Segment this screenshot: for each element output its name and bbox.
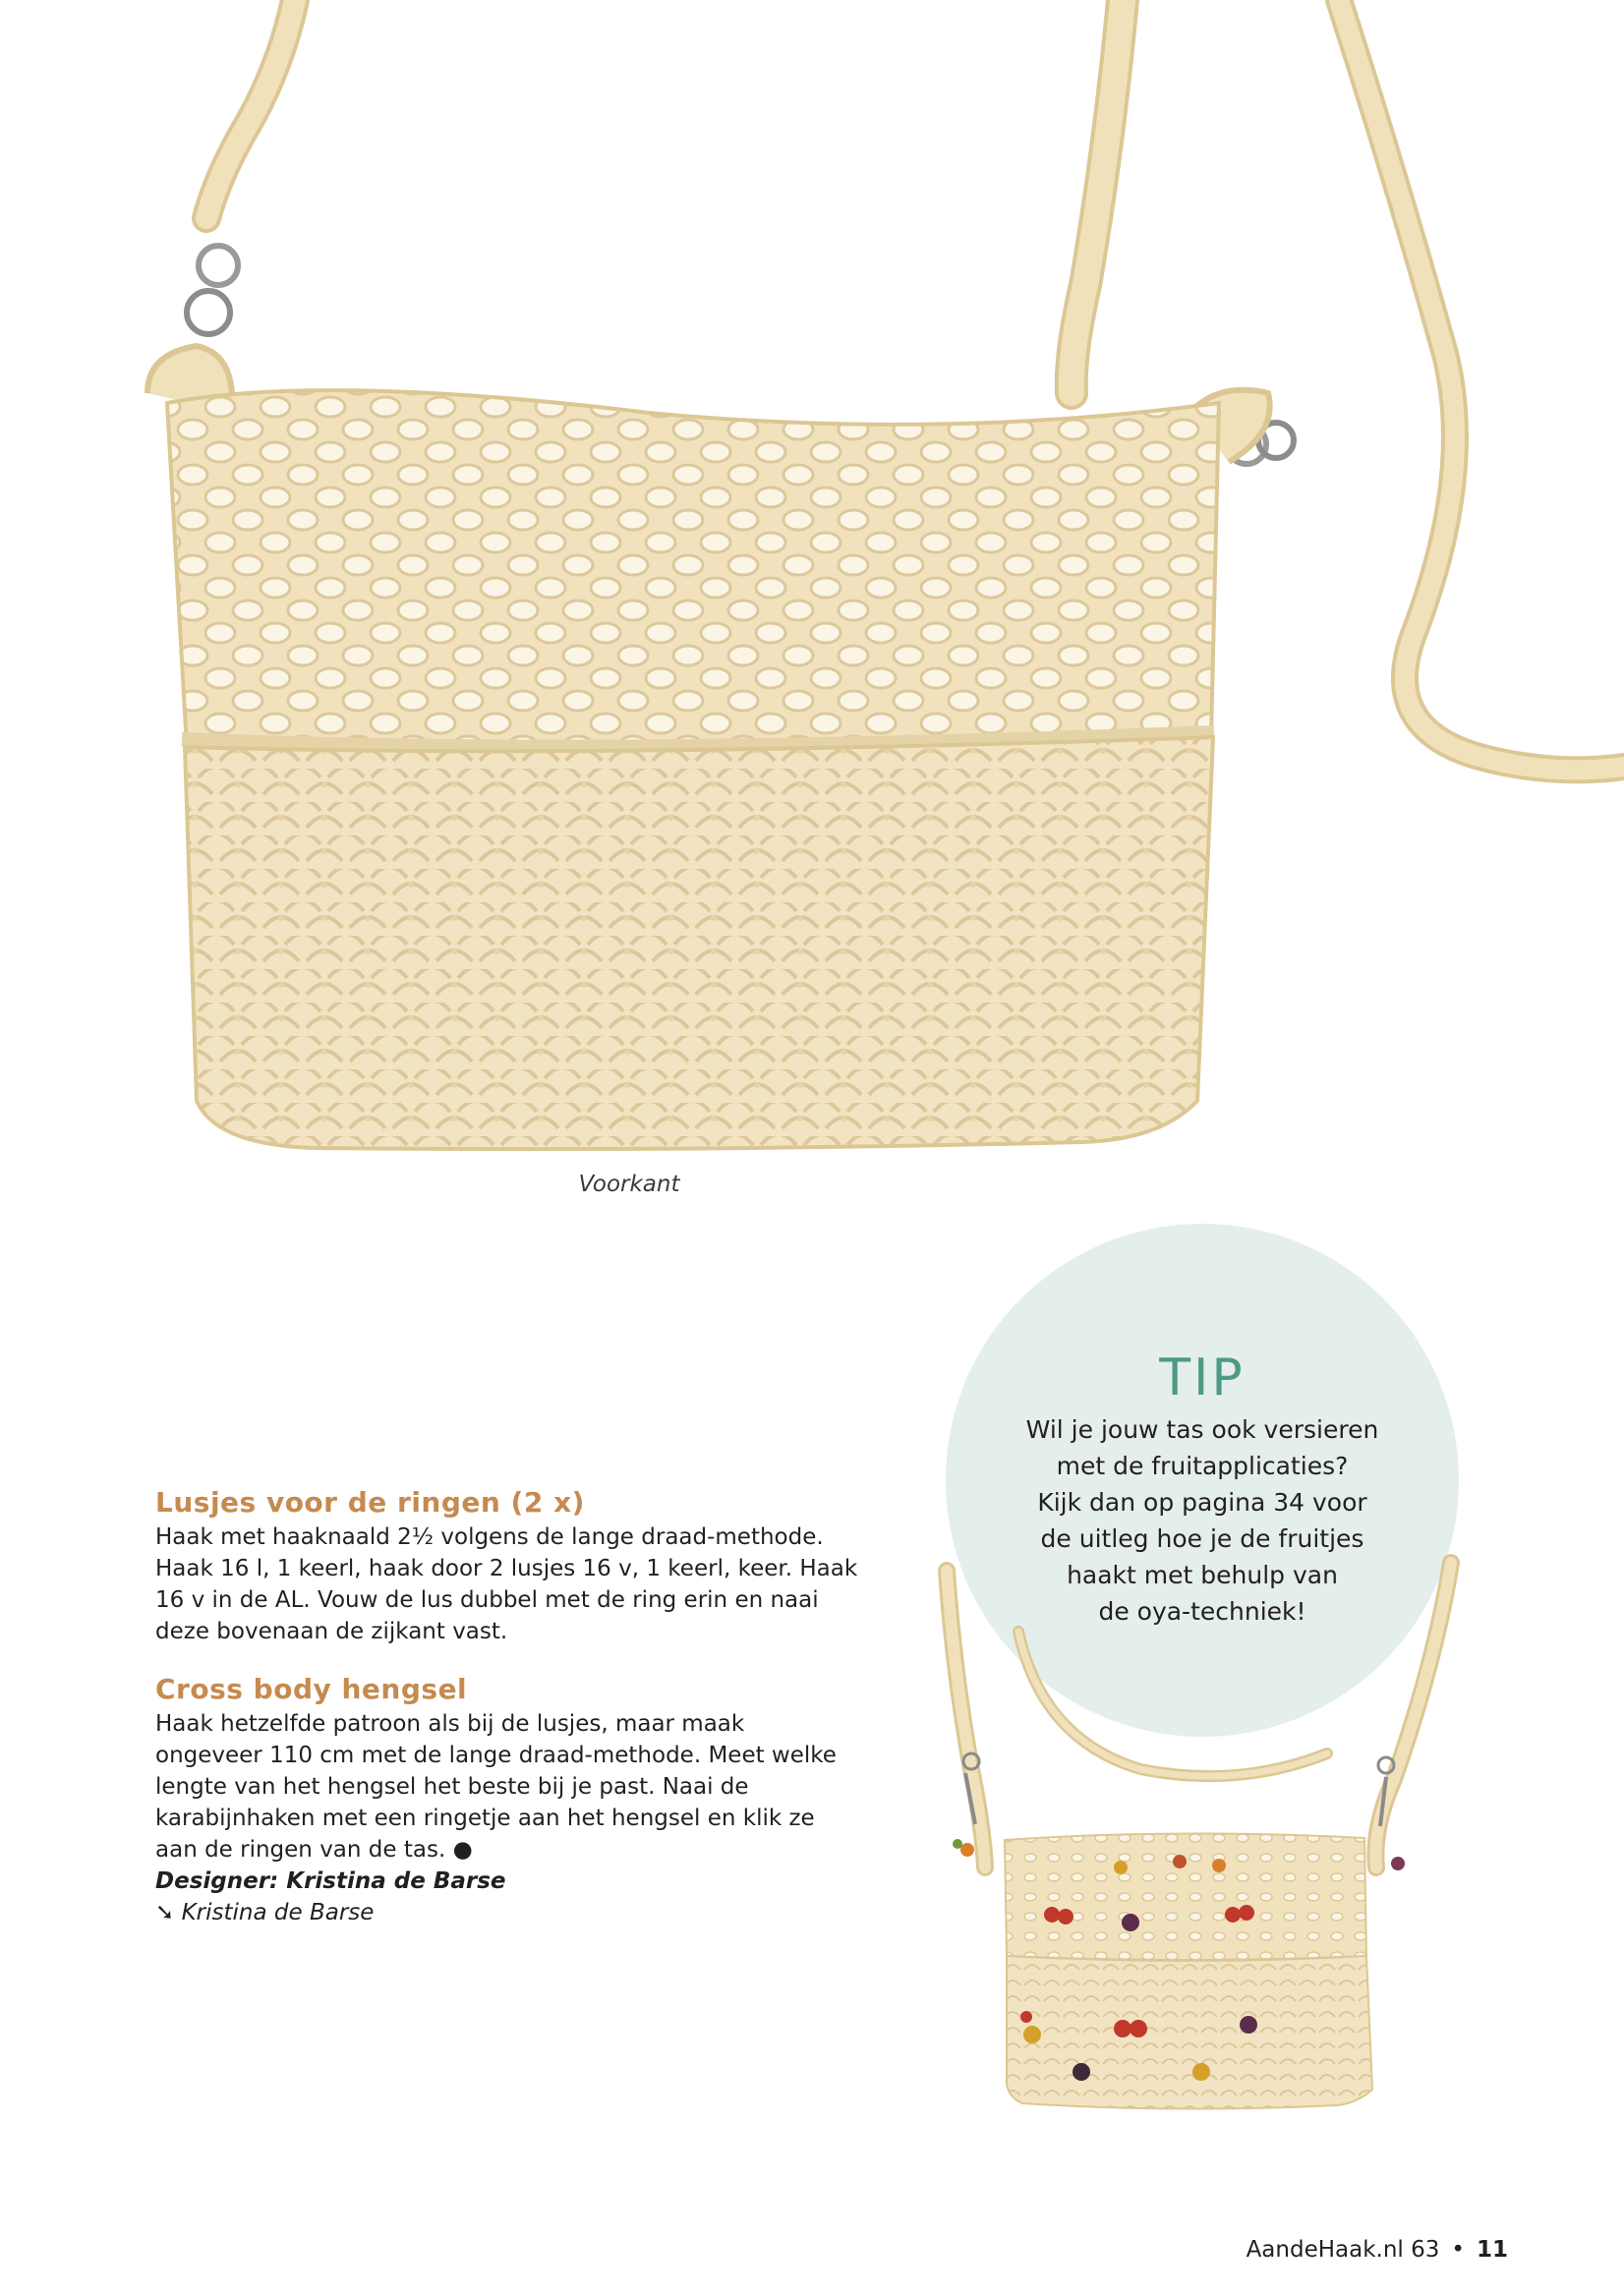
designer-credit: Designer: Kristina de Barse — [155, 1868, 506, 1894]
tip-line: de oya-techniek! — [1098, 1597, 1306, 1626]
page-footer — [1247, 2237, 1508, 2263]
tip-title: TIP — [1159, 1349, 1246, 1407]
strap-paragraph — [155, 1708, 837, 1866]
tip-line: met de fruitapplicaties? — [1056, 1452, 1349, 1480]
strap-heading: Cross body hengsel — [155, 1673, 468, 1705]
photographer-credit: ➘ Kristina de Barse — [155, 1900, 375, 1925]
loops-line: Haak 16 l, 1 keerl, haak door 2 lusjes 16 v, 1 keerl, keer. Haak — [155, 1556, 858, 1581]
page-number: 11 — [1476, 2237, 1508, 2263]
loops-heading: Lusjes voor de ringen (2 x) — [155, 1486, 585, 1519]
tip-line: haakt met behulp van — [1067, 1561, 1338, 1589]
loops-paragraph — [155, 1521, 857, 1647]
magazine-name: AandeHaak.nl 63 — [1246, 2237, 1440, 2263]
strap-line: Haak hetzelfde patroon als bij de lusjes, maar maak — [155, 1711, 745, 1737]
loops-line: deze bovenaan de zijkant vast. — [155, 1619, 508, 1644]
tip-body — [968, 1411, 1436, 1630]
loops-line: 16 v in de AL. Vouw de lus dubbel met de ring erin en naai — [155, 1587, 819, 1613]
tip-line: Wil je jouw tas ook versieren — [1025, 1415, 1379, 1444]
photo-caption: Voorkant — [578, 1172, 680, 1197]
tip-line: Kijk dan op pagina 34 voor — [1037, 1488, 1367, 1517]
strap-line: aan de ringen van de tas. ● — [155, 1837, 473, 1863]
strap-line: karabijnhaken met een ringetje aan het hengsel en klik ze — [155, 1806, 815, 1831]
strap-line: lengte van het hengsel het beste bij je past. Naai de — [155, 1774, 749, 1800]
loops-line: Haak met haaknaald 2½ volgens de lange draad-methode. — [155, 1524, 824, 1550]
footer-separator: • — [1451, 2237, 1465, 2263]
strap-line: ongeveer 110 cm met de lange draad-methode. Meet welke — [155, 1743, 837, 1768]
tip-line: de uitleg hoe je de fruitjes — [1040, 1524, 1364, 1553]
